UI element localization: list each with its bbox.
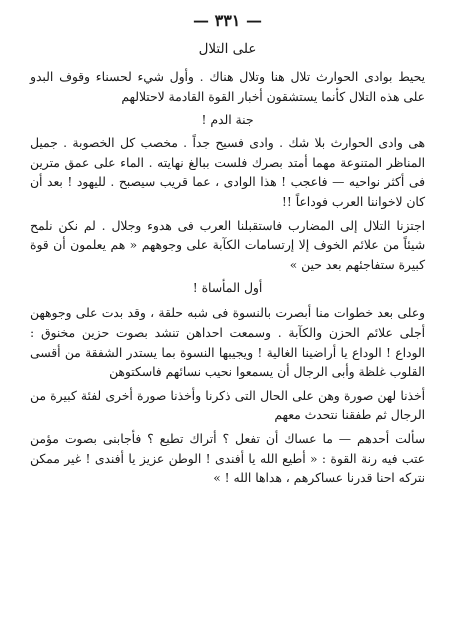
paragraph-question: سألت أحدهم — ما عساك أن تفعل ؟ أتراك تطيع ؟ فأجابنى بصوت مؤمن عتب فيه رنة القوة : « أطيع الله يا أفندى ! الوطن عزيز يا أفندى ! غير ممكن نتركه احنا قدرنا عساكرهم ، هداها الله ! » — [30, 431, 425, 486]
page-number: — ٣٣١ — — [193, 11, 262, 30]
running-title: على التلال — [198, 41, 257, 57]
paragraph-hills: يحيط بوادى الحوارث تلال هنا وتلال هناك . وأول شيء لحسناء وقوف البدو على هذه التلال كأنما يستشقون أخبار القوة القادمة لاحتلالهم — [30, 70, 425, 104]
paragraph-camps: اجتزنا التلال إلى المضارب فاستقبلنا العرب فى هدوء وجلال . لم نكن نلمح شيئاً من علائم الخوف إلا إرتسامات الكآبة على وجوههم « هم يعلمون أن قوة كبيرة ستفاجئهم بعد حين » — [30, 218, 425, 272]
subheading-paradise: جنة الدم ! — [201, 113, 254, 128]
paragraph-photos: أخذنا لهن صورة وهن على الحال التى ذكرنا وأخذنا صورة أخرى لفئة كبيرة من الرجال ثم طفقنا نتحدث معهم — [30, 388, 425, 423]
paragraph-women: وعلى بعد خطوات منا أبصرت بالنسوة فى شبه حلقة ، وقد بدت على وجوههن أجلى علائم الحزن والكآبة . وسمعت احداهن تنشد بصوت حزين مخنوق : الوداع ! الوداع يا أراضينا الغالية ! ويجيبها النسوة بما يستدر الشفقة من أقسى القلوب غلظة وأبى الرجال أن يسمعوا نحيب نسائهم فاسكتوهن — [30, 306, 425, 380]
paragraph-valley: هى وادى الحوارث بلا شك . وادى فسيح جداً . مخصب كل الخصوبة . جميل المناظر المتنوعة مهما أمتد بصرك فلست ببالغ نهايته . الماء على عمق مترين فى أكثر نواحيه — فاعجب ! هذا الوادى ، عما قريب سيصبح . لليهود ! بعد أن كان لاخواننا العرب فوداعاً !! — [30, 136, 425, 209]
subheading-tragedy: أول المأساة ! — [192, 281, 263, 296]
